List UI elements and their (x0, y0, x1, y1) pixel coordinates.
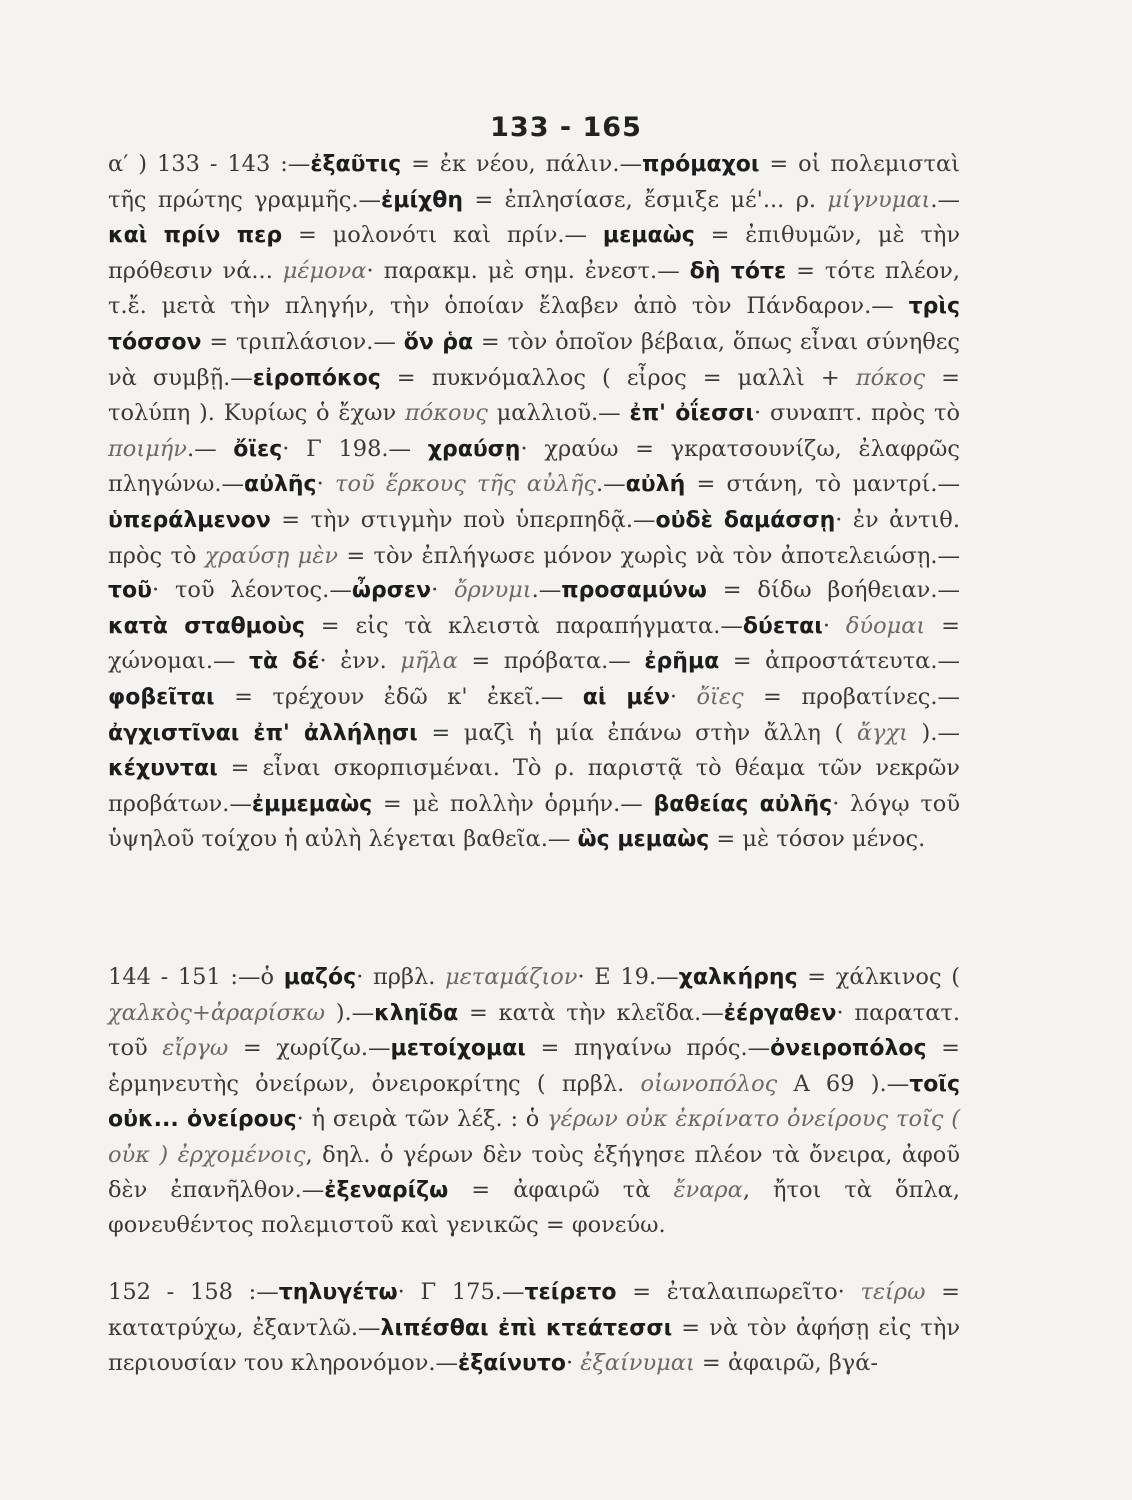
lemma-term: κατὰ σταθμοὺς (108, 613, 305, 639)
lemma-term: μεμαὼς (602, 223, 695, 249)
gloss-text: = μὲ τόσον μένος. (709, 826, 926, 853)
lemma-term: ἐέργαθεν (723, 1000, 837, 1026)
gloss-text: = πηγαίνω πρός.— (525, 1035, 771, 1062)
gloss-text: = εἶναι σκορπισμέναι. Τὸ ρ. παριστᾷ τὸ θέαμα τῶν νεκρῶν προβάτων.— (108, 755, 960, 817)
gloss-text: .— (930, 186, 960, 213)
gloss-text: · (316, 471, 335, 498)
lemma-term: τρὶς τόσσον (108, 294, 960, 355)
gloss-text: · παρατατ. τοῦ (108, 999, 960, 1062)
gloss-text: = τὴν στιγμὴν ποὺ ὑπερπηδᾷ.— (270, 506, 656, 533)
gloss-text: .— (186, 435, 234, 462)
paragraph-144-151 (108, 960, 960, 1243)
lemma-term: ἐρῆμα (644, 649, 720, 675)
lemma-term: προσαμύνω (561, 578, 707, 604)
lemma-term: πρόμαχοι (642, 152, 760, 177)
italic-citation: ἐξαίνυμαι (580, 1350, 695, 1377)
lemma-term: κληῖδα (374, 1000, 459, 1026)
lemma-term: εἰροπόκος (252, 365, 381, 391)
gloss-text: = ἐπιθυμῶν, μὲ τὴν πρόθεσιν νά... (108, 222, 960, 284)
italic-citation: δύομαι (845, 612, 926, 639)
lemma-term: ὄϊες (233, 436, 283, 462)
lemma-term: τοῦ (108, 578, 153, 604)
gloss-text: = χώνομαι.— (108, 612, 960, 675)
lemma-term: ἐξαίνυτο (458, 1351, 566, 1377)
italic-citation: εἴργω (162, 1035, 229, 1062)
gloss-text: = ἀπροστάτευτα.— (719, 648, 960, 675)
lemma-term: δὴ τότε (689, 258, 787, 284)
lemma-term: λιπέσθαι ἐπὶ κτεάτεσσι (380, 1315, 673, 1341)
gloss-text: = νὰ τὸν ἀφήσῃ εἰς τὴν περιουσίαν του κληρονόμον.— (108, 1314, 960, 1377)
lemma-term: κέχυνται (108, 756, 218, 782)
gloss-text: = προβατίνες.— (743, 683, 960, 710)
paragraph-133-143 (108, 147, 960, 858)
italic-citation: χραύσῃ μὲν (204, 542, 339, 569)
italic-citation: ἔναρα (673, 1176, 743, 1203)
gloss-text: · παρακμ. μὲ σημ. ἐνεστ.— (366, 257, 690, 284)
gloss-text: , δηλ. ὁ γέρων δὲν τοὺς ἐξήγησε πλέον τὰ ὄνειρα, ἀφοῦ δὲν ἐπανῆλθον.— (108, 1141, 961, 1203)
lemma-term: ἐμίχθη (381, 187, 463, 213)
gloss-text: α′ ) 133 - 143 :— (108, 151, 311, 177)
paragraph-152-158 (108, 1275, 960, 1382)
page-header: 133 - 165 (490, 112, 642, 143)
gloss-text: = ἀφαιρῶ, βγά- (694, 1350, 879, 1377)
gloss-text: = οἱ πολεμισταὶ τῆς πρώτης γραμμῆς.— (108, 151, 960, 213)
italic-citation: πόκος (855, 364, 926, 391)
gloss-text: = στάνη, τὸ μαντρί.— (685, 471, 960, 498)
lemma-term: μαζός (283, 965, 357, 990)
lemma-term: δύεται (742, 613, 823, 639)
lemma-term: ἐξεναρίζω (324, 1177, 449, 1203)
italic-citation: πόκους (404, 400, 488, 427)
gloss-text: · Γ 175.— (397, 1279, 525, 1305)
gloss-text: μαλλιοῦ.— (487, 400, 630, 427)
gloss-text: · ἡ σειρὰ τῶν λέξ. : ὁ (296, 1106, 548, 1133)
gloss-text: Α 69 ).— (777, 1070, 910, 1097)
gloss-text: = ἀφαιρῶ τὰ (448, 1176, 674, 1203)
lemma-term: τηλυγέτω (278, 1280, 398, 1305)
italic-citation: ποιμήν (108, 435, 187, 462)
lemma-term: καὶ πρίν περ (108, 223, 283, 249)
gloss-text: .— (531, 577, 562, 604)
gloss-text: = πρόβατα.— (457, 648, 645, 675)
italic-citation: ὄρνυμι (454, 577, 532, 604)
gloss-text: 144 - 151 :—ὁ (108, 964, 284, 990)
lemma-term: βαθείας αὐλῆς (653, 791, 833, 817)
gloss-text: · πρβλ. (356, 964, 446, 990)
gloss-text: · τοῦ λέοντος.— (152, 577, 352, 604)
gloss-text: = τρέχουν ἐδῶ κ' ἐκεῖ.— (214, 683, 583, 710)
gloss-text: = εἰς τὰ κλειστὰ παραπήγματα.— (304, 612, 743, 639)
italic-citation: χαλκὸς+ἀραρίσκω (108, 999, 325, 1026)
gloss-text: = ἑρμηνευτὴς ὀνείρων, ὀνειροκρίτης ( πρβλ. (108, 1035, 960, 1097)
italic-citation: τοῦ ἕρκους τῆς αὐλῆς (335, 471, 597, 498)
lemma-term: τὰ δέ (249, 649, 320, 675)
lemma-term: ὅν ῥα (403, 329, 474, 355)
lemma-term: ὑπεράλμενον (108, 507, 271, 533)
gloss-text: · χραύω = γκρατσουνίζω, ἐλαφρῶς πληγώνω.— (108, 435, 960, 498)
gloss-text: = κατατρύχω, ἐξαντλῶ.— (108, 1279, 961, 1341)
lemma-term: ἐπ' ὀΐεσσι (629, 401, 754, 427)
gloss-text: = τότε πλέον, τ.ἔ. μετὰ τὴν πληγήν, τὴν ὁποίαν ἔλαβεν ἀπὸ τὸν Πάνδαρον.— (108, 257, 960, 320)
lemma-term: ὣς μεμαὼς (577, 827, 710, 853)
gloss-text: = χάλκινος ( (797, 964, 960, 990)
lemma-term: τοῖς οὐκ... ὀνείρους (108, 1071, 960, 1133)
gloss-text: ).— (324, 999, 375, 1026)
gloss-text: · (822, 612, 846, 639)
gloss-text: · συναπτ. πρὸς τὸ (753, 400, 961, 427)
lemma-term: χαλκήρης (678, 965, 798, 990)
gloss-text: = μὲ πολλὴν ὁρμήν.— (372, 790, 654, 817)
gloss-text: · Γ 198.— (282, 435, 428, 462)
gloss-text: = δίδω βοήθειαν.— (706, 577, 960, 604)
lemma-term: ἐξαῦτις (310, 152, 402, 177)
italic-citation: ὄϊες (696, 683, 744, 710)
gloss-text: = κατὰ τὴν κλεῖδα.— (458, 999, 724, 1026)
italic-citation: μῆλα (400, 648, 458, 675)
gloss-text: , ἤτοι τὰ ὅπλα, φονευθέντος πολεμιστοῦ καὶ γενικῶς = φονεύω. (108, 1176, 960, 1239)
lemma-term: ἐμμεμαὼς (251, 791, 373, 817)
lemma-term: ὦρσεν (351, 578, 432, 604)
lemma-term: χραύσῃ (427, 436, 521, 462)
lemma-term: αὐλῆς (244, 472, 317, 498)
gloss-text: = ἐκ νέου, πάλιν.— (401, 151, 643, 177)
gloss-text: · (431, 577, 455, 604)
lemma-term: τείρετο (524, 1280, 617, 1305)
lemma-term: οὐδὲ δαμάσσῃ (655, 507, 836, 533)
gloss-text: = τὸν ἐπλήγωσε μόνον χωρὶς νὰ τὸν ἀποτελειώσῃ.— (338, 542, 960, 569)
gloss-text: · (565, 1350, 581, 1377)
gloss-text: ).— (907, 719, 960, 746)
gloss-text: · (669, 683, 697, 710)
italic-citation: μίγνυμαι (827, 186, 931, 213)
gloss-text: · ἐν ἀντιθ. πρὸς τὸ (108, 506, 960, 569)
gloss-text: · Ε 19.— (577, 964, 679, 990)
italic-citation: μέμονα (282, 257, 367, 284)
gloss-text: · ἐνν. (319, 648, 401, 675)
italic-citation: οἰωνοπόλος (640, 1070, 778, 1097)
lemma-term: αἱ μέν (582, 684, 670, 710)
italic-citation: γέρων οὐκ ἐκρίνατο ὀνείρους τοῖς ( οὐκ ) ἐρχομένοις (108, 1106, 960, 1168)
lemma-term: ἀγχιστῖναι ἐπ' ἀλλήλῃσι (108, 720, 418, 746)
gloss-text: = ἐταλαιπωρεῖτο· (616, 1279, 861, 1305)
italic-citation: ἄγχι (856, 719, 908, 746)
gloss-text: · λόγῳ τοῦ ὑψηλοῦ τοίχου ἡ αὐλὴ λέγεται βαθεῖα.— (108, 790, 961, 853)
italic-citation: τείρω (860, 1279, 926, 1305)
lemma-term: μετοίχομαι (390, 1036, 526, 1062)
gloss-text: = μολονότι καὶ πρίν.— (282, 222, 603, 249)
gloss-text: = χωρίζω.— (228, 1035, 391, 1062)
gloss-text: = τολύπη ). Κυρίως ὁ ἔχων (108, 364, 960, 427)
gloss-text: = μαζὶ ἡ μία ἐπάνω στὴν ἄλλη ( (417, 719, 857, 746)
lemma-term: ὀνειροπόλος (770, 1036, 927, 1062)
gloss-text: 152 - 158 :— (108, 1279, 279, 1305)
gloss-text: = πυκνόμαλλος ( εἶρος = μαλλὶ + (380, 364, 856, 391)
gloss-text: = ἐπλησίασε, ἔσμιξε μέ'... ρ. (463, 186, 828, 213)
gloss-text: .— (596, 471, 626, 498)
italic-citation: μεταμάζιον (445, 964, 578, 990)
lemma-term: αὐλή (625, 472, 686, 498)
lemma-term: φοβεῖται (108, 684, 215, 710)
gloss-text: = τριπλάσιον.— (201, 328, 404, 355)
gloss-text: = τὸν ὁποῖον βέβαια, ὅπως εἶναι σύνηθες νὰ συμβῇ.— (108, 328, 960, 391)
